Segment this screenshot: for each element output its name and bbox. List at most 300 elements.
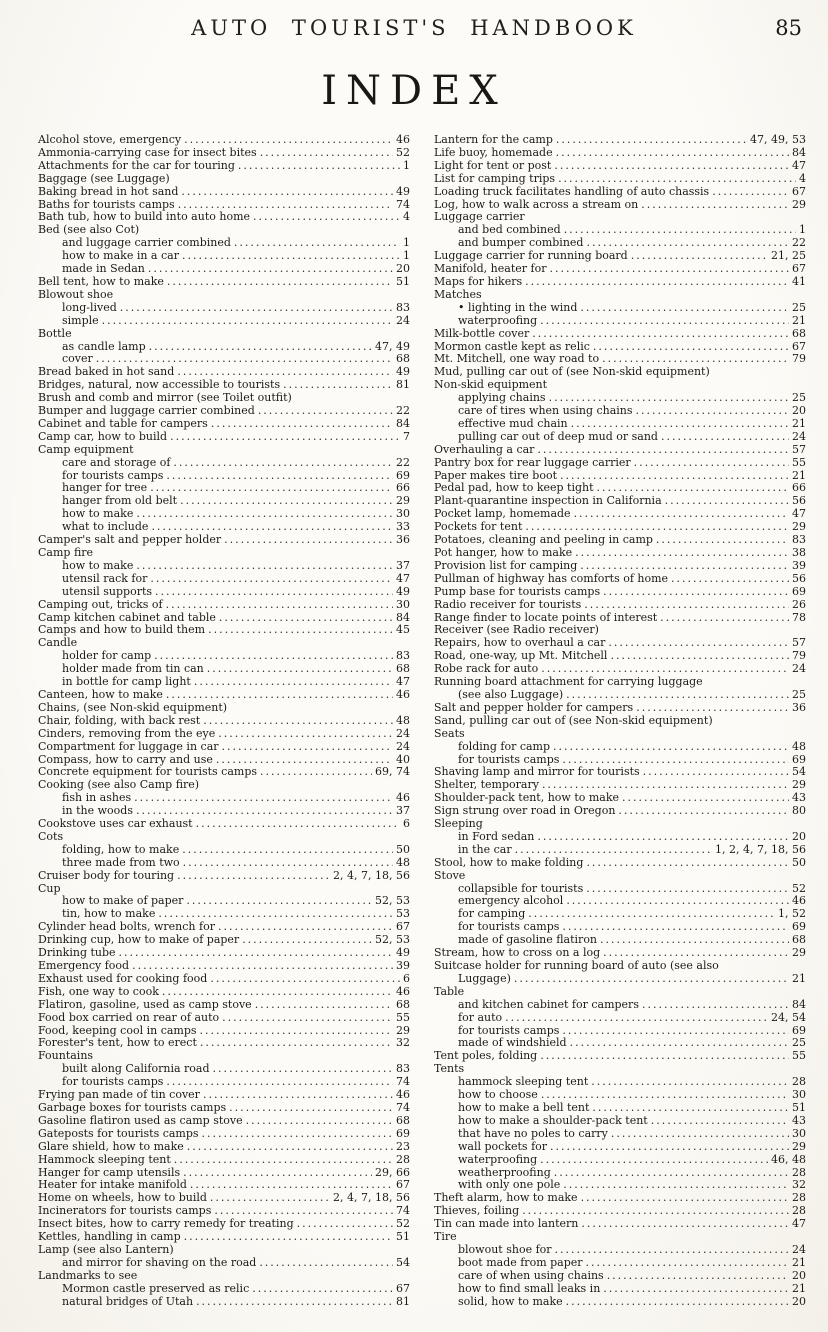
- index-entry-text: • lighting in the wind: [458, 300, 578, 314]
- index-entry-text: Radio receiver for tourists: [434, 597, 582, 611]
- dot-leader: [581, 1218, 789, 1231]
- index-entry-page: 54: [396, 1255, 410, 1269]
- index-entry-page: 29: [792, 197, 806, 211]
- index-entry-page: 21: [792, 971, 806, 985]
- index-entry-page: 47: [792, 158, 806, 172]
- index-entry-page: 29, 66: [375, 1165, 410, 1179]
- index-entry: [38, 1141, 410, 1154]
- index-entry-text: Shaving lamp and mirror for tourists: [434, 765, 640, 779]
- index-entry-text: folding, how to make: [62, 842, 180, 856]
- index-entry-text: Attachments for the car for touring: [38, 158, 235, 172]
- running-header: [0, 16, 828, 46]
- index-entry-text: how to make a shoulder-pack tent: [458, 1113, 648, 1127]
- dot-leader: [537, 831, 789, 844]
- index-entry-page: 1: [403, 236, 410, 250]
- index-entry-text: Matches: [434, 287, 482, 301]
- index-entry-page: 6: [403, 817, 410, 831]
- dot-leader: [218, 921, 393, 934]
- index-entry-page: 52, 53: [375, 933, 410, 947]
- index-entry-text: waterproofing: [458, 1152, 538, 1166]
- index-entry-page: 54: [792, 765, 806, 779]
- index-entry-text: Plant-quarantine inspection in California: [434, 494, 662, 508]
- dot-leader: [554, 1167, 789, 1180]
- index-entry-text: Frying pan made of tin cover: [38, 1088, 200, 1102]
- index-entry-text: Shoulder-pack tent, how to make: [434, 791, 620, 805]
- dot-leader: [600, 934, 789, 947]
- dot-leader: [550, 1141, 789, 1154]
- index-entry-text: Bed (see also Cot): [38, 223, 140, 237]
- index-entry-text: for tourists camps: [62, 468, 164, 482]
- dot-leader: [213, 1063, 393, 1076]
- dot-leader: [238, 160, 400, 173]
- index-entry-page: 55: [792, 1049, 806, 1063]
- index-entry-page: 23: [396, 1139, 410, 1153]
- book-title: AUTO TOURIST'S HANDBOOK: [191, 16, 637, 40]
- index-entry: [38, 1257, 410, 1270]
- index-entry-page: 26: [792, 597, 806, 611]
- index-entry-page: 2, 4, 7, 18, 56: [333, 868, 410, 882]
- index-entry-page: 24: [396, 313, 410, 327]
- index-entry: [38, 844, 410, 857]
- index-columns: [0, 114, 828, 1308]
- dot-leader: [575, 547, 789, 560]
- index-entry-text: fish in ashes: [62, 791, 132, 805]
- index-entry-text: Camper's salt and pepper holder: [38, 533, 222, 547]
- index-entry-text: three made from two: [62, 855, 180, 869]
- index-entry-page: 20: [792, 404, 806, 418]
- index-entry-text: Cup: [38, 881, 61, 895]
- index-entry: [38, 134, 410, 147]
- dot-leader: [564, 224, 796, 237]
- index-entry-text: Garbage boxes for tourists camps: [38, 1100, 227, 1114]
- index-entry-text: Ammonia-carrying case for insect bites: [38, 145, 257, 159]
- index-entry-page: 46: [792, 894, 806, 908]
- index-entry-text: applying chains: [458, 391, 546, 405]
- dot-leader: [162, 986, 393, 999]
- index-entry-page: 51: [396, 1230, 410, 1244]
- dot-leader: [610, 650, 789, 663]
- dot-leader: [183, 1167, 372, 1180]
- index-entry-page: 68: [396, 352, 410, 366]
- index-entry-text: wall pockets for: [458, 1139, 548, 1153]
- index-entry-page: 56: [792, 571, 806, 585]
- index-entry-page: 4: [799, 171, 806, 185]
- dot-leader: [641, 199, 789, 212]
- index-entry-text: Shelter, temporary: [434, 778, 539, 792]
- index-entry: [434, 1154, 806, 1167]
- index-entry: [434, 741, 806, 754]
- index-entry-text: utensil supports: [62, 584, 153, 598]
- index-entry-page: 84: [792, 997, 806, 1011]
- index-entry: [38, 173, 410, 186]
- index-entry: [434, 160, 806, 173]
- index-entry-page: 1: [403, 249, 410, 263]
- index-entry-page: 48: [396, 713, 410, 727]
- index-entry-text: Road, one-way, up Mt. Mitchell: [434, 649, 608, 663]
- dot-leader: [283, 379, 393, 392]
- dot-leader: [196, 818, 400, 831]
- dot-leader: [210, 973, 400, 986]
- index-entry-text: Bridges, natural, now accessible to tourists: [38, 378, 281, 392]
- index-entry-page: 83: [396, 300, 410, 314]
- index-entry-text: in Ford sedan: [458, 829, 535, 843]
- index-entry-page: 69: [396, 468, 410, 482]
- index-entry-text: Suitcase holder for running board of auto (see also: [434, 959, 719, 972]
- index-entry-page: 57: [792, 636, 806, 650]
- index-entry-page: 67: [396, 1281, 410, 1295]
- index-entry-page: 7: [403, 429, 410, 443]
- index-entry-text: made of gasoline flatiron: [458, 933, 598, 947]
- index-entry-page: 47: [396, 571, 410, 585]
- dot-leader: [566, 689, 789, 702]
- dot-leader: [634, 457, 789, 470]
- index-entry-text: Sand, pulling car out of (see Non-skid equipment): [434, 713, 713, 727]
- index-entry-text: Concrete equipment for tourists camps: [38, 765, 258, 779]
- index-entry-page: 51: [792, 1100, 806, 1114]
- dot-leader: [222, 1012, 393, 1025]
- index-entry-page: 83: [396, 649, 410, 663]
- index-entry: [434, 302, 806, 315]
- index-entry: [434, 818, 806, 831]
- index-entry-text: Cookstove uses car exhaust: [38, 817, 193, 831]
- index-entry-page: 37: [396, 558, 410, 572]
- index-entry: [38, 689, 410, 702]
- index-entry-text: Receiver (see Radio receiver): [434, 623, 599, 637]
- index-entry: [434, 702, 806, 715]
- index-entry-page: 81: [396, 378, 410, 392]
- dot-leader: [555, 1244, 789, 1257]
- index-entry: [434, 1115, 806, 1128]
- index-entry-page: 1: [403, 158, 410, 172]
- index-entry-text: Heater for intake manifold: [38, 1178, 187, 1192]
- dot-leader: [187, 1141, 393, 1154]
- dot-leader: [148, 263, 393, 276]
- index-entry: [434, 1218, 806, 1231]
- index-entry-text: how to make of paper: [62, 894, 184, 908]
- index-entry-page: 29: [396, 1023, 410, 1037]
- index-entry-text: Compass, how to carry and use: [38, 752, 213, 766]
- index-entry: [38, 560, 410, 573]
- index-entry-text: Pullman of highway has comforts of home: [434, 571, 669, 585]
- index-entry-text: Insect bites, how to carry remedy for treating: [38, 1217, 294, 1231]
- index-entry-text: Camp car, how to build: [38, 429, 168, 443]
- index-entry-page: 33: [396, 520, 410, 534]
- index-entry-page: 49: [396, 365, 410, 379]
- index-entry-text: Glare shield, how to make: [38, 1139, 184, 1153]
- index-entry-text: Bottle: [38, 326, 72, 340]
- dot-leader: [586, 1257, 789, 1270]
- index-entry-text: List for camping trips: [434, 171, 556, 185]
- dot-leader: [200, 1037, 393, 1050]
- index-entry: [434, 328, 806, 341]
- index-entry-text: Mormon castle preserved as relic: [62, 1281, 250, 1295]
- index-entry-page: 66: [792, 481, 806, 495]
- index-entry-page: 20: [792, 1294, 806, 1308]
- dot-leader: [586, 883, 789, 896]
- index-entry-text: Camps and how to build them: [38, 623, 206, 637]
- index-entry-text: Drinking tube: [38, 946, 116, 960]
- index-entry-text: hanger from old belt: [62, 494, 178, 508]
- index-entry-text: waterproofing: [458, 313, 538, 327]
- index-entry: [434, 973, 806, 986]
- index-entry-page: 24: [396, 726, 410, 740]
- index-entry: [38, 999, 410, 1012]
- index-entry-text: Tent poles, folding: [434, 1049, 538, 1063]
- index-entry-page: 28: [792, 1075, 806, 1089]
- dot-leader: [562, 1025, 789, 1038]
- index-entry-page: 25: [792, 687, 806, 701]
- index-entry-page: 21: [792, 468, 806, 482]
- index-entry-page: 74: [396, 1075, 410, 1089]
- dot-leader: [242, 934, 372, 947]
- index-entry-page: 49: [396, 584, 410, 598]
- index-entry-text: Overhauling a car: [434, 442, 535, 456]
- index-entry: [434, 1050, 806, 1063]
- index-entry-page: 29: [792, 1139, 806, 1153]
- index-entry-text: Fish, one way to cook: [38, 984, 159, 998]
- index-entry-text: Alcohol stove, emergency: [38, 134, 182, 146]
- dot-leader: [136, 560, 393, 573]
- index-entry-page: 69, 74: [375, 765, 410, 779]
- index-entry-text: Hanger for camp utensils: [38, 1165, 181, 1179]
- index-entry-text: Cots: [38, 829, 64, 843]
- dot-leader: [207, 663, 393, 676]
- index-entry-text: Cooking (see also Camp fire): [38, 778, 200, 792]
- index-entry: [38, 186, 410, 199]
- index-entry: [434, 728, 806, 741]
- dot-leader: [581, 1192, 789, 1205]
- index-entry-text: blowout shoe for: [458, 1242, 552, 1256]
- dot-leader: [636, 405, 789, 418]
- index-entry-page: 74: [396, 1100, 410, 1114]
- index-entry: [434, 573, 806, 586]
- index-entry-page: 28: [396, 1152, 410, 1166]
- index-entry: [38, 534, 410, 547]
- index-entry-text: Camp fire: [38, 546, 94, 559]
- index-entry-text: Baths for tourists camps: [38, 197, 175, 211]
- dot-leader: [540, 315, 789, 328]
- index-entry-text: Kettles, handling in camp: [38, 1230, 181, 1244]
- dot-leader: [622, 792, 789, 805]
- index-entry-page: 25: [792, 391, 806, 405]
- dot-leader: [297, 1218, 393, 1231]
- dot-leader: [186, 895, 372, 908]
- dot-leader: [532, 328, 789, 341]
- index-entry-text: Salt and pepper holder for campers: [434, 700, 634, 714]
- index-entry-text: Bath tub, how to build into auto home: [38, 210, 251, 224]
- index-entry-text: for camping: [458, 907, 526, 921]
- dot-leader: [651, 1115, 789, 1128]
- dot-leader: [155, 586, 393, 599]
- index-entry: [434, 831, 806, 844]
- index-entry-page: 24: [792, 1242, 806, 1256]
- index-entry: [434, 599, 806, 612]
- index-entry: [38, 276, 410, 289]
- index-entry-text: and kitchen cabinet for campers: [458, 997, 639, 1011]
- index-entry-page: 46: [396, 687, 410, 701]
- index-entry-page: 36: [792, 700, 806, 714]
- index-entry-text: Maps for hikers: [434, 274, 523, 288]
- index-entry: [38, 599, 410, 612]
- index-entry-text: boot made from paper: [458, 1255, 583, 1269]
- index-entry-page: 52: [792, 881, 806, 895]
- index-entry-text: natural bridges of Utah: [62, 1294, 194, 1308]
- index-entry-page: 55: [396, 1010, 410, 1024]
- dot-leader: [166, 689, 393, 702]
- index-entry-text: effective mud chain: [458, 416, 568, 430]
- index-entry-text: Compartment for luggage in car: [38, 739, 219, 753]
- dot-leader: [208, 624, 393, 637]
- index-entry-text: Provision list for camping: [434, 558, 578, 572]
- index-entry-page: 56: [792, 494, 806, 508]
- dot-leader: [584, 599, 789, 612]
- dot-leader: [184, 1231, 393, 1244]
- dot-leader: [184, 134, 393, 147]
- index-entry-text: how to make a bell tent: [458, 1100, 590, 1114]
- dot-leader: [586, 857, 789, 870]
- dot-leader: [549, 263, 789, 276]
- index-entry-page: 24, 54: [771, 1010, 806, 1024]
- index-entry-text: Fountains: [38, 1049, 94, 1063]
- index-entry-page: 24: [792, 429, 806, 443]
- index-entry: [434, 999, 806, 1012]
- index-entry-page: 1, 52: [778, 907, 806, 921]
- index-entry-text: Pockets for tent: [434, 520, 523, 534]
- index-entry-page: 21: [792, 1255, 806, 1269]
- index-entry-page: 66: [396, 481, 410, 495]
- index-entry: [434, 986, 806, 999]
- index-entry-text: and luggage carrier combined: [62, 236, 231, 250]
- dot-leader: [166, 599, 393, 612]
- index-entry-text: Cabinet and table for campers: [38, 416, 208, 430]
- index-entry: [434, 315, 806, 328]
- index-entry: [38, 1296, 410, 1309]
- index-entry-text: how to make: [62, 507, 134, 521]
- index-entry-text: Forester's tent, how to erect: [38, 1036, 197, 1050]
- index-entry-page: 46, 48: [771, 1152, 806, 1166]
- dot-leader: [660, 612, 789, 625]
- index-entry-text: Sleeping: [434, 817, 483, 831]
- dot-leader: [180, 495, 393, 508]
- dot-leader: [170, 431, 400, 444]
- index-entry-text: that have no poles to carry: [458, 1126, 608, 1140]
- index-entry-page: 46: [396, 791, 410, 805]
- index-entry-page: 32: [792, 1178, 806, 1192]
- index-entry-text: how to find small leaks in: [458, 1281, 601, 1295]
- index-entry: [434, 1141, 806, 1154]
- index-entry: [38, 341, 410, 354]
- index-entry-page: 74: [396, 197, 410, 211]
- index-entry: [38, 870, 410, 883]
- dot-leader: [167, 276, 393, 289]
- dot-leader: [553, 741, 789, 754]
- index-entry: [434, 857, 806, 870]
- index-entry-text: Pantry box for rear luggage carrier: [434, 455, 631, 469]
- index-entry: [434, 715, 806, 728]
- index-entry: [38, 960, 410, 973]
- index-entry-text: Theft alarm, how to make: [434, 1191, 578, 1205]
- index-title: INDEX: [321, 68, 507, 114]
- dot-leader: [253, 211, 400, 224]
- dot-leader: [260, 147, 393, 160]
- index-entry-text: Mt. Mitchell, one way road to: [434, 352, 600, 366]
- index-entry: [434, 1244, 806, 1257]
- dot-leader: [560, 470, 789, 483]
- dot-leader: [181, 186, 393, 199]
- dot-leader: [558, 173, 796, 186]
- dot-leader: [525, 276, 789, 289]
- index-entry-page: 22: [396, 455, 410, 469]
- dot-leader: [119, 947, 393, 960]
- index-entry: [38, 1231, 410, 1244]
- index-entry-text: Range finder to locate points of interest: [434, 610, 658, 624]
- dot-leader: [136, 508, 393, 521]
- index-entry-text: Blowout shoe: [38, 287, 114, 301]
- dot-leader: [554, 160, 789, 173]
- index-entry-text: Pot hanger, how to make: [434, 546, 573, 559]
- index-entry: [434, 870, 806, 883]
- index-entry-text: weatherproofing: [458, 1165, 551, 1179]
- dot-leader: [631, 250, 768, 263]
- index-entry-text: tin, how to make: [62, 907, 156, 921]
- index-entry: [434, 276, 806, 289]
- index-entry-page: 6: [403, 971, 410, 985]
- dot-leader: [210, 1192, 330, 1205]
- index-entry-page: 68: [792, 326, 806, 340]
- index-entry-page: 67: [792, 262, 806, 276]
- index-entry-page: 28: [792, 1204, 806, 1218]
- dot-leader: [566, 895, 789, 908]
- index-entry-text: Tents: [434, 1062, 465, 1076]
- dot-leader: [603, 586, 789, 599]
- index-entry-text: for tourists camps: [458, 1023, 560, 1037]
- index-entry: [38, 818, 410, 831]
- index-entry-text: Bell tent, how to make: [38, 274, 164, 288]
- dot-leader: [505, 1012, 768, 1025]
- index-entry: [434, 431, 806, 444]
- dot-leader: [636, 702, 789, 715]
- dot-leader: [643, 766, 789, 779]
- index-entry-page: 46: [396, 1088, 410, 1102]
- index-entry-text: Incinerators for tourists camps: [38, 1204, 212, 1218]
- index-entry-text: Gateposts for tourists camps: [38, 1126, 199, 1140]
- index-entry-page: 47: [396, 675, 410, 689]
- index-entry-text: folding for camp: [458, 739, 551, 753]
- index-entry-text: built along California road: [62, 1062, 210, 1076]
- index-entry-page: 52: [396, 145, 410, 159]
- dot-leader: [194, 676, 393, 689]
- index-entry-page: 25: [792, 1036, 806, 1050]
- index-entry-text: Seats: [434, 726, 465, 740]
- dot-leader: [222, 741, 393, 754]
- index-entry-text: Canteen, how to make: [38, 687, 163, 701]
- dot-leader: [540, 1050, 789, 1063]
- dot-leader: [528, 908, 775, 921]
- index-entry-text: Candle: [38, 636, 78, 650]
- index-entry-text: Drinking cup, how to make of paper: [38, 933, 240, 947]
- index-entry-page: 48: [396, 855, 410, 869]
- index-entry: [434, 1012, 806, 1025]
- index-entry: [434, 134, 806, 147]
- index-entry-page: 83: [792, 533, 806, 547]
- index-entry-page: 28: [792, 1191, 806, 1205]
- index-entry-page: 29: [792, 946, 806, 960]
- dot-leader: [603, 1283, 789, 1296]
- index-entry: [434, 289, 806, 302]
- index-entry-page: 84: [396, 416, 410, 430]
- dot-leader: [537, 444, 789, 457]
- dot-leader: [218, 728, 393, 741]
